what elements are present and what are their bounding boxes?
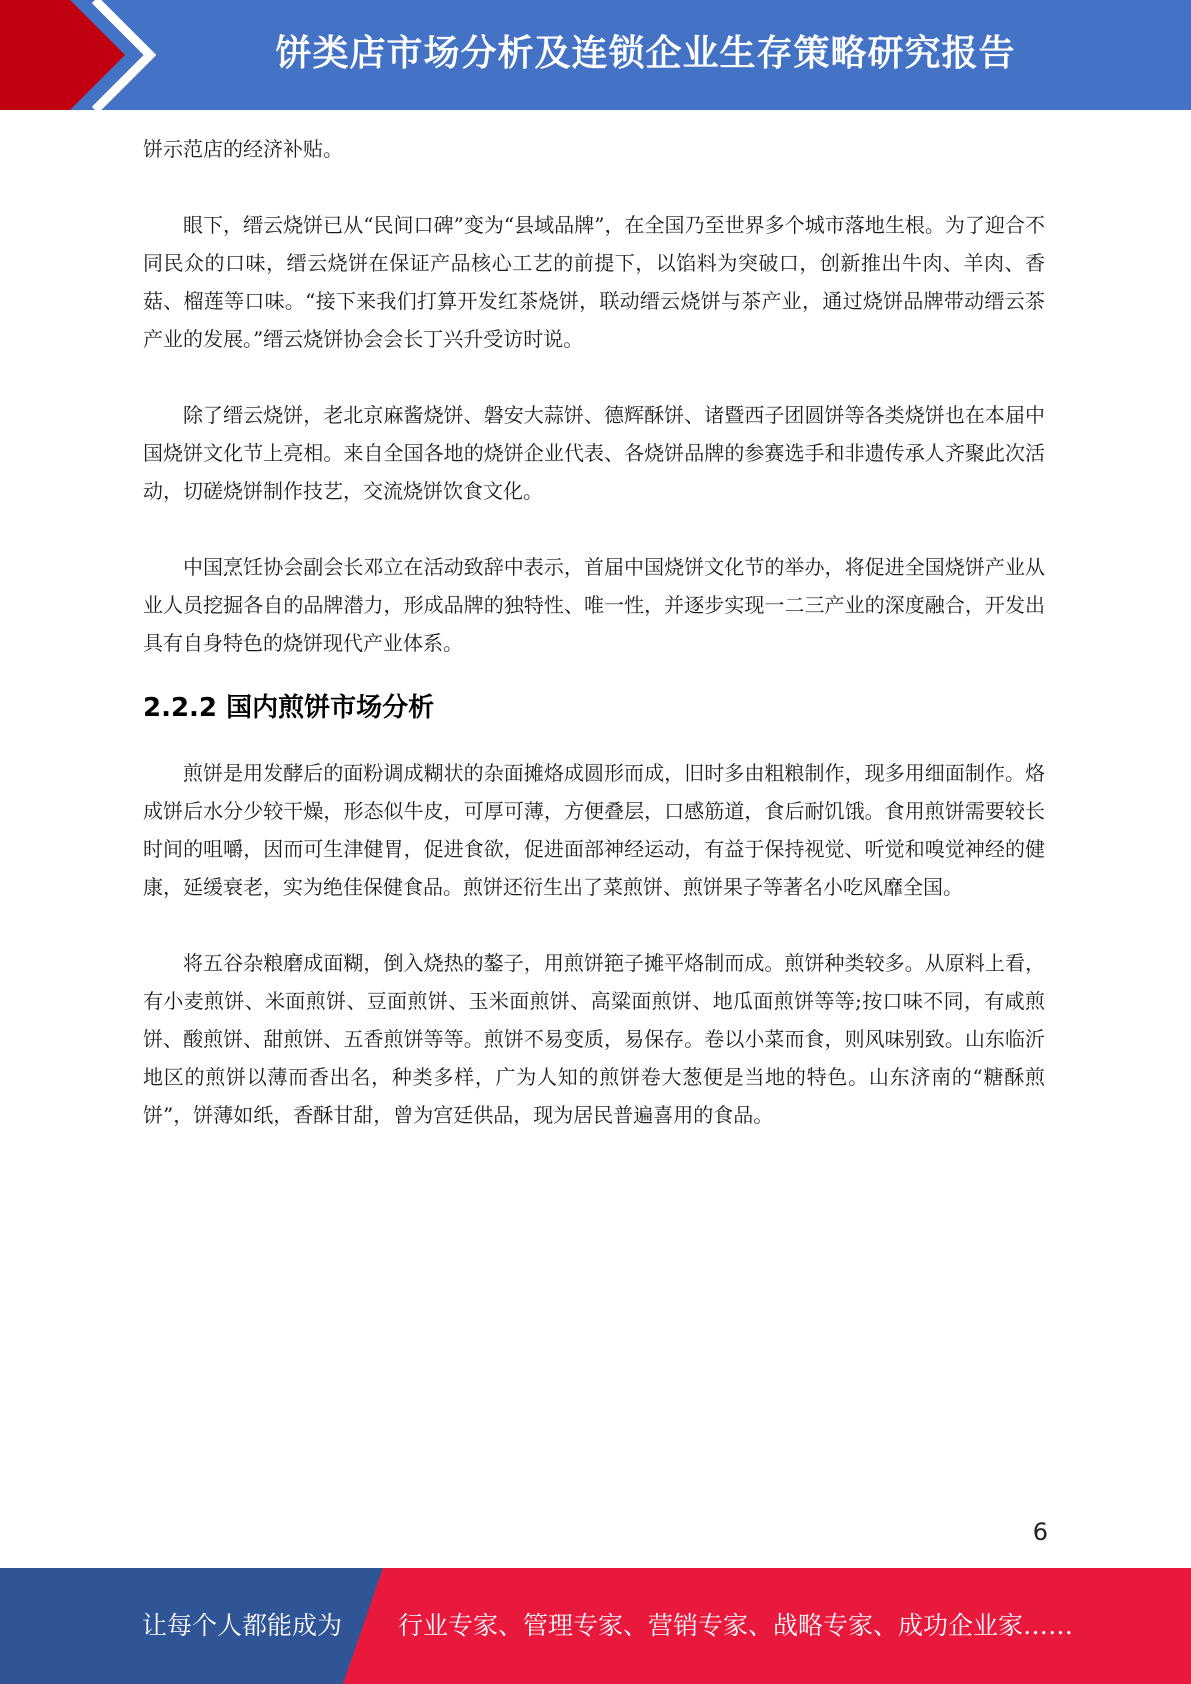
section-heading: 2.2.2 国内煎饼市场分析 <box>143 693 435 723</box>
paragraph: 煎饼是用发酵后的面粉调成糊状的杂面摊烙成圆形而成，旧时多由粗粮制作，现多用细面制作。烙成饼后水分少较干燥，形态似牛皮，可厚可薄，方便叠层，口感筋道，食后耐饥饿。食用煎饼需要较长时间的咀嚼，因而可生津健胃，促进食欲，促进面部神经运动，有益于保持视觉、听觉和嗅觉神经的健康，延缓衰老，实为绝佳保健食品。煎饼还衍生出了菜煎饼、煎饼果子等著名小吃风靡全国。 <box>143 761 1045 899</box>
header-arrow-icon <box>0 0 160 110</box>
report-title: 饼类店市场分析及连锁企业生存策略研究报告 <box>275 33 1016 74</box>
paragraph: 将五谷杂粮磨成面糊，倒入烧热的鏊子，用煎饼筢子摊平烙制而成。煎饼种类较多。从原料上看，有小麦煎饼、米面煎饼、豆面煎饼、玉米面煎饼、高粱面煎饼、地瓜面煎饼等等;按口味不同，有咸煎饼、酸煎饼、甜煎饼、五香煎饼等等。煎饼不易变质，易保存。卷以小菜而食，则风味别致。山东临沂地区的煎饼以薄而香出名，种类多样，广为人知的煎饼卷大葱便是当地的特色。山东济南的“糖酥煎饼”，饼薄如纸，香酥甘甜，曾为宫廷供品，现为居民普遍喜用的食品。 <box>143 951 1045 1127</box>
footer-slogan-right: 行业专家、管理专家、营销专家、战略专家、成功企业家…… <box>398 1611 1074 1640</box>
paragraph: 中国烹饪协会副会长邓立在活动致辞中表示，首届中国烧饼文化节的举办，将促进全国烧饼产业从业人员挖掘各自的品牌潜力，形成品牌的独特性、唯一性，并逐步实现一二三产业的深度融合，开发出具有自身特色的烧饼现代产业体系。 <box>143 555 1045 655</box>
page-number: 6 <box>1032 1518 1048 1546</box>
paragraph: 除了缙云烧饼，老北京麻酱烧饼、磐安大蒜饼、德辉酥饼、诸暨西子团圆饼等各类烧饼也在本届中国烧饼文化节上亮相。来自全国各地的烧饼企业代表、各烧饼品牌的参赛选手和非遗传承人齐聚此次活动，切磋烧饼制作技艺，交流烧饼饮食文化。 <box>143 403 1045 503</box>
footer-slogan-left: 让每个人都能成为 <box>142 1611 343 1640</box>
page-footer <box>0 1568 1191 1684</box>
paragraph-continued: 饼示范店的经济补贴。 <box>143 137 343 161</box>
paragraph: 眼下，缙云烧饼已从“民间口碑”变为“县域品牌”，在全国乃至世界多个城市落地生根。为了迎合不同民众的口味，缙云烧饼在保证产品核心工艺的前提下，以馅料为突破口，创新推出牛肉、羊肉、香菇、榴莲等口味。“接下来我们打算开发红茶烧饼，联动缙云烧饼与茶产业，通过烧饼品牌带动缙云茶产业的发展。”缙云烧饼协会会长丁兴升受访时说。 <box>143 213 1045 351</box>
page-content <box>143 130 1045 1134</box>
page-header <box>0 0 1191 110</box>
